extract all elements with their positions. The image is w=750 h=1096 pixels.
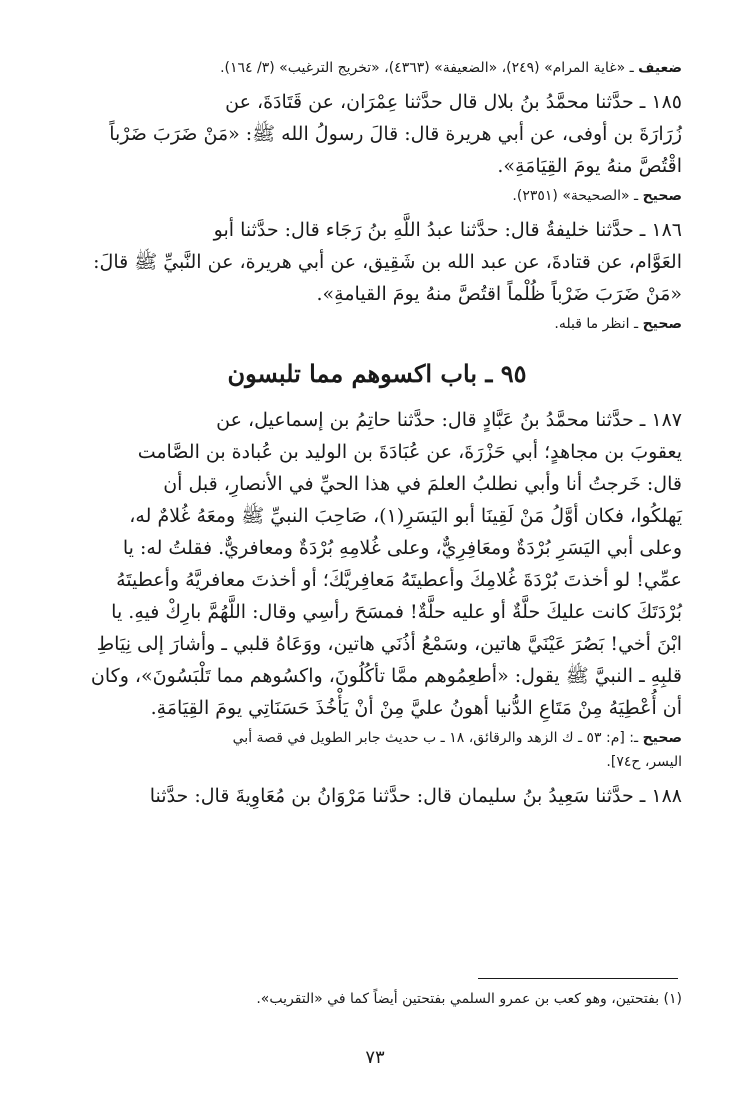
hadith-line: أن أُعْطِيَهُ مِنْ مَتَاعِ الدُّنيا أهونُ عليَّ مِنْ أنْ يَأْخُذَ حَسَنَاتِي يومَ القِيَامَةِ. — [150, 697, 682, 719]
grade-label: صحيح — [642, 316, 682, 332]
grade-text: ـ: [م: ٥٣ ـ ك الزهد والرقائق، ١٨ ـ ب حديث جابر الطويل في قصة أبي — [232, 730, 643, 746]
hadith-line: ١٨٧ ـ حدَّثنا محمَّدُ بنُ عَبَّادٍ قال: حدَّثنا حاتِمُ بن إسماعيل، عن — [216, 409, 682, 431]
hadith-line: قلبِهِ ـ النبيَّ ﷺ يقول: «أطعِمُوهم ممَّا تأكُلُونَ، واكسُوهم مما تَلْبَسُونَ»، وكان — [90, 665, 682, 687]
hadith-line: يعقوبَ بن مجاهدٍ؛ أبي حَزْرَةَ، عن عُبَادَةَ بن الوليد بن عُبادة بن الصَّامت — [137, 441, 682, 463]
hadith-line: ١٨٨ ـ حدَّثنا سَعِيدُ بنُ سليمان قال: حدَّثنا مَرْوَانُ بن مُعَاوِيةَ قال: حدَّثنا — [149, 785, 682, 807]
hadith-186 — [72, 214, 682, 336]
hadith-grade — [72, 726, 682, 774]
hadith-line: «مَنْ ضَرَبَ ضَرْباً ظُلْماً اقتُصَّ منهُ يومَ القيامةِ». — [316, 283, 682, 305]
grade-text: ـ «غاية المرام» (٢٤٩)، «الضعيفة» (٤٣٦٣)، «تخريج الترغيب» (٣/ ١٦٤). — [220, 60, 639, 76]
hadith-line: قال: خَرجتُ أنا وأبي نطلبُ العلمَ في هذا الحيِّ في الأنصارِ، قبل أن — [163, 473, 682, 495]
grade-label: صحيح — [642, 730, 682, 746]
grade-top — [72, 56, 682, 80]
grade-label: صحيح — [642, 188, 682, 204]
page-body — [72, 56, 682, 816]
footnote-divider — [478, 978, 678, 979]
hadith-line: ابْنَ أخي! بَصُرَ عَيْنَيَّ هاتين، وسَمْعُ أذُنَي هاتين، ووَعَاهُ قلبي ـ وأشارَ إلى نِيَاطِ — [96, 633, 682, 655]
hadith-188 — [72, 780, 682, 812]
hadith-line: وعلى أبي اليَسَرِ بُرْدَةٌ ومعَافِرِيٌّ، وعلى غُلامِهِ بُرْدَةٌ ومعافريٌّ. فقلتُ له: يا — [122, 537, 682, 559]
hadith-grade — [72, 312, 682, 336]
hadith-line: عمِّي! لو أخذتَ بُرْدَةَ غُلامِكَ وأعطيتَهُ مَعافِريَّكَ؛ أو أخذتَ معافريَّهُ وأعطيتَهُ — [116, 569, 682, 591]
grade-label: ضعيف — [638, 60, 682, 76]
hadith-line: اقْتُصَّ منهُ يومَ القِيَامَةِ». — [497, 155, 682, 177]
hadith-line: ١٨٥ ـ حدَّثنا محمَّدُ بنُ بلال قال حدَّثنا عِمْرَان، عن قَتَادَةَ، عن — [225, 91, 682, 113]
grade-text: اليسر، ح٧٤]. — [606, 754, 682, 770]
hadith-line: بُرْدَتَكَ كانت عليكَ حلَّةٌ أو عليه حلَّةٌ! فمسَحَ رأسِي وقال: اللَّهُمَّ بارِكْ فيهِ. يا — [111, 601, 682, 623]
hadith-line: العَوَّام، عن قتادةَ، عن عبد الله بن شَقِيق، عن أبي هريرة، عن النَّبيِّ ﷺ قالَ: — [93, 251, 682, 273]
hadith-line: زُرَارَةَ بن أوفى، عن أبي هريرة قال: قالَ رسولُ الله ﷺ: «مَنْ ضَرَبَ ضَرْباً — [109, 123, 682, 145]
hadith-185 — [72, 86, 682, 208]
grade-text: ـ انظر ما قبله. — [554, 316, 643, 332]
chapter-heading: ٩٥ ـ باب اكسوهم مما تلبسون — [227, 359, 527, 388]
page-number: ٧٣ — [365, 1047, 385, 1068]
hadith-line: يَهلكُوا، فكان أوَّلُ مَنْ لَقِينَا أبو اليَسَرِ(١)، صَاحِبَ النبيِّ ﷺ ومعَهُ غُلامٌ له، — [129, 505, 682, 527]
grade-text: ـ «الصحيحة» (٢٣٥١). — [512, 188, 643, 204]
hadith-line: ١٨٦ ـ حدَّثنا خليفةُ قال: حدَّثنا عبدُ اللَّهِ بنُ رَجَاء قال: حدَّثنا أبو — [213, 219, 682, 241]
hadith-187 — [72, 404, 682, 774]
footnote: (١) بفتحتين، وهو كعب بن عمرو السلمي بفتحتين أيضاً كما في «التقريب». — [256, 991, 682, 1007]
hadith-grade — [72, 184, 682, 208]
